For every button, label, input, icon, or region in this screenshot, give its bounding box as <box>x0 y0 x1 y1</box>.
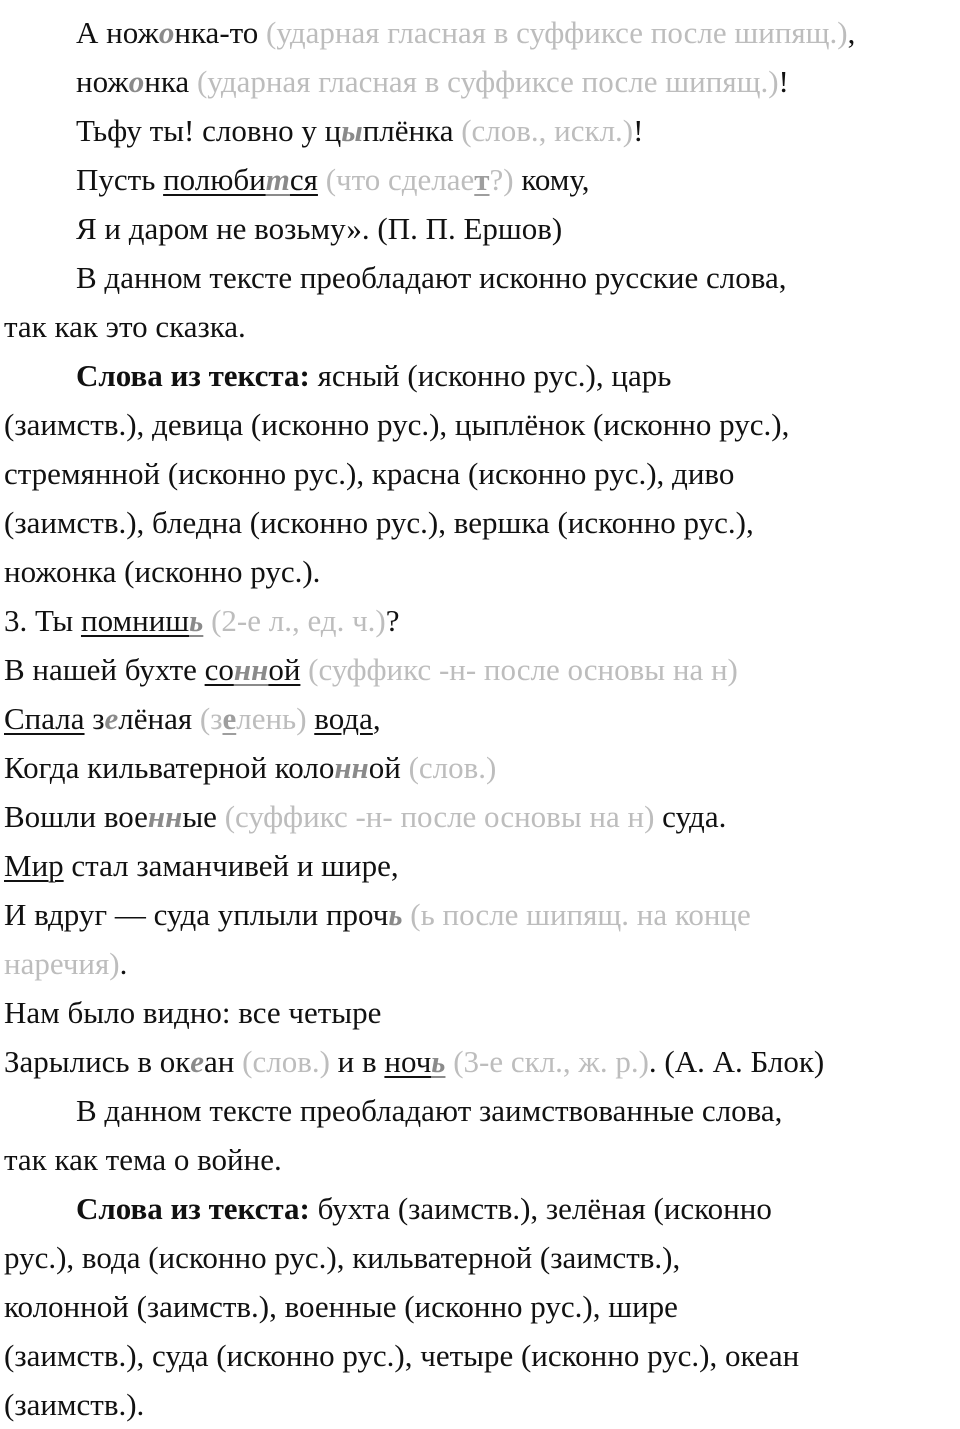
text-segment: так как это сказка. <box>4 309 246 344</box>
annotation-note: ?) <box>489 162 514 197</box>
text-line <box>0 253 960 302</box>
text-line <box>0 1331 960 1380</box>
text-line <box>0 1037 960 1086</box>
text-segment: ! <box>778 64 789 99</box>
text-segment: стремянной (исконно рус.), красна (исконно рус.), диво <box>4 456 735 491</box>
text-line <box>0 596 960 645</box>
text-line <box>0 547 960 596</box>
text-segment: И вдруг — суда уплыли проч <box>4 897 389 932</box>
text-segment: ноч <box>384 1044 432 1079</box>
text-segment: плёнка <box>362 113 462 148</box>
text-segment: нож <box>76 64 129 99</box>
text-segment: Зарылись в ок <box>4 1044 191 1079</box>
annotation-note: (3-е скл., ж. р.) <box>453 1044 649 1079</box>
text-segment: , <box>847 15 856 50</box>
text-segment: В данном тексте преобладают заимствованные слова, <box>76 1093 783 1128</box>
text-segment: вода <box>314 701 373 736</box>
text-line <box>0 1282 960 1331</box>
text-segment: ясный (исконно рус.), царь <box>309 358 672 393</box>
highlighted-letter: о <box>158 15 175 50</box>
text-segment: В данном тексте преобладают исконно русские слова, <box>76 260 787 295</box>
text-segment: ой <box>368 750 409 785</box>
text-segment: ножонка (исконно рус.). <box>4 554 321 589</box>
text-line <box>0 1184 960 1233</box>
highlighted-letter: ь <box>388 897 403 932</box>
highlighted-letter: нн <box>147 799 183 834</box>
text-line <box>0 449 960 498</box>
highlighted-letter: е <box>104 701 119 736</box>
annotation-note: (з <box>199 701 223 736</box>
highlighted-letter: т <box>265 162 290 197</box>
text-line <box>0 204 960 253</box>
text-segment: ? <box>385 603 400 638</box>
text-line <box>0 743 960 792</box>
text-segment: бухта (заимств.), зелёная (исконно <box>309 1191 772 1226</box>
text-segment: стал заманчивей и шире, <box>63 848 399 883</box>
text-segment: Нам было видно: все четыре <box>4 995 382 1030</box>
annotation-note: (слов.) <box>408 750 497 785</box>
text-segment: Пусть <box>76 162 164 197</box>
text-segment: со <box>204 652 234 687</box>
text-segment: Мир <box>4 848 64 883</box>
text-line <box>0 57 960 106</box>
annotation-note: (суффикс -н- после основы на н) <box>224 799 655 834</box>
text-segment: так как тема о войне. <box>4 1142 282 1177</box>
text-segment: лёная <box>118 701 200 736</box>
text-segment: ой <box>268 652 301 687</box>
text-line <box>0 1233 960 1282</box>
text-segment: нка <box>144 64 197 99</box>
text-segment: ан <box>204 1044 243 1079</box>
text-line <box>0 890 960 939</box>
highlighted-letter: е <box>190 1044 205 1079</box>
text-segment: полюби <box>163 162 266 197</box>
text-line <box>0 106 960 155</box>
annotation-letter: е <box>222 701 237 736</box>
annotation-note: лень) <box>236 701 307 736</box>
text-segment: (заимств.), суда (исконно рус.), четыре (исконно рус.), океан <box>4 1338 800 1373</box>
text-segment: ся <box>289 162 318 197</box>
text-segment: ые <box>182 799 225 834</box>
text-segment: колонной (заимств.), военные (исконно рус.), шире <box>4 1289 678 1324</box>
text-segment: Когда кильватерной коло <box>4 750 335 785</box>
text-line <box>0 155 960 204</box>
text-segment: , <box>372 701 381 736</box>
text-segment: суда. <box>654 799 727 834</box>
text-segment: Спала <box>4 701 85 736</box>
text-line <box>0 1086 960 1135</box>
text-line <box>0 1135 960 1184</box>
text-segment: . <box>119 946 128 981</box>
highlighted-letter: нн <box>334 750 369 785</box>
text-line <box>0 792 960 841</box>
text-segment: нка-то <box>174 15 267 50</box>
annotation-note: (ь после шипящ. на конце <box>410 897 751 932</box>
annotation-note: (2-е л., ед. ч.) <box>211 603 386 638</box>
text-segment: помниш <box>80 603 190 638</box>
text-line <box>0 8 960 57</box>
annotation-note: (ударная гласная в суффиксе после шипящ.) <box>196 64 779 99</box>
text-segment: Вошли вое <box>4 799 148 834</box>
highlighted-letter: о <box>128 64 145 99</box>
text-segment: А нож <box>76 15 159 50</box>
text-segment: кому, <box>513 162 590 197</box>
text-line <box>0 400 960 449</box>
text-line <box>0 694 960 743</box>
annotation-note: (слов.) <box>242 1044 330 1079</box>
text-segment: 3. Ты <box>4 603 81 638</box>
section-label: Слова из текста: <box>76 358 310 393</box>
text-segment: Тьфу ты! словно у ц <box>76 113 342 148</box>
highlighted-letter: ы <box>341 113 363 148</box>
section-label: Слова из текста: <box>76 1191 310 1226</box>
text-line <box>0 939 960 988</box>
text-segment: Я и даром не возьму». (П. П. Ершов) <box>76 211 563 246</box>
text-segment: и в <box>329 1044 385 1079</box>
annotation-note: (суффикс -н- после основы на н) <box>308 652 738 687</box>
highlighted-letter: ь <box>189 603 204 638</box>
text-segment <box>203 603 211 638</box>
text-segment: (заимств.). <box>4 1387 145 1422</box>
highlighted-letter: ь <box>431 1044 446 1079</box>
highlighted-letter: нн <box>233 652 269 687</box>
text-segment <box>318 162 326 197</box>
text-segment: рус.), вода (исконно рус.), кильватерной (заимств.), <box>4 1240 681 1275</box>
text-segment: ! <box>633 113 644 148</box>
text-line <box>0 498 960 547</box>
text-line <box>0 351 960 400</box>
text-segment: з <box>84 701 105 736</box>
text-line <box>0 988 960 1037</box>
text-line <box>0 645 960 694</box>
text-line <box>0 841 960 890</box>
text-segment: (заимств.), девица (исконно рус.), цыплёнок (исконно рус.), <box>4 407 790 442</box>
annotation-note: (ударная гласная в суффиксе после шипящ.) <box>266 15 848 50</box>
text-segment <box>300 652 308 687</box>
annotation-note: (что сделае <box>325 162 475 197</box>
annotation-letter: т <box>474 162 490 197</box>
text-segment: В нашей бухте <box>4 652 205 687</box>
text-line <box>0 302 960 351</box>
text-segment: . (А. А. Блок) <box>648 1044 825 1079</box>
annotation-note: наречия) <box>4 946 120 981</box>
text-segment: (заимств.), бледна (исконно рус.), вершка (исконно рус.), <box>4 505 754 540</box>
annotation-note: (слов., искл.) <box>461 113 634 148</box>
